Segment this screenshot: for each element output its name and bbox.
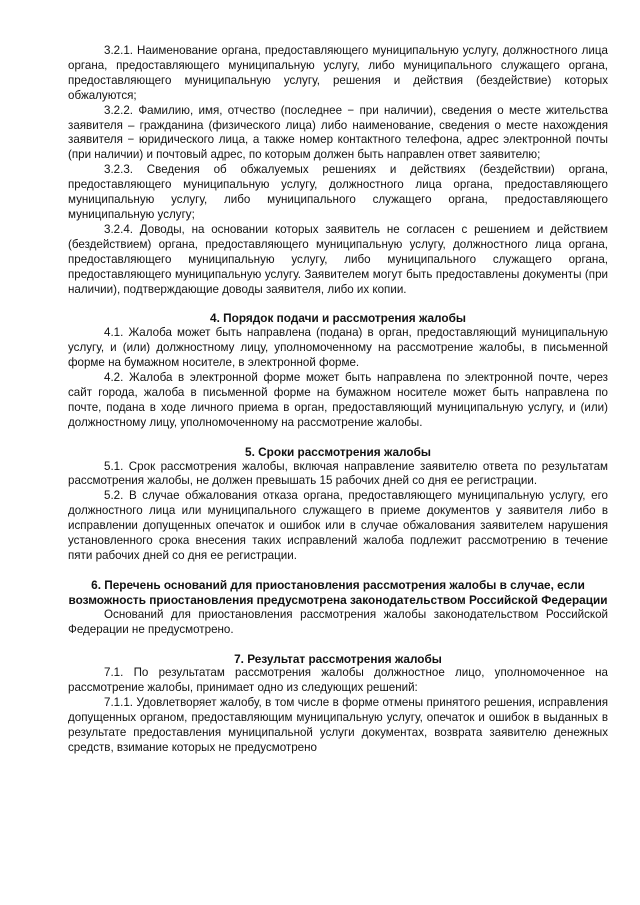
paragraph-5-2: 5.2. В случае обжалования отказа органа, предоставляющего муниципальную услугу, его должностного лица или муниципального служащего в приеме документов у заявителя либо в исправлении допущенных опечаток и ошибок или в случае обжалования заявителем нарушения установленного срока внесения таких исправлений жалоба подлежит рассмотрению в течение пяти рабочих дней со дня ее регистрации. <box>68 489 608 562</box>
spacer <box>68 431 608 445</box>
paragraph-3-2-2: 3.2.2. Фамилию, имя, отчество (последнее − при наличии), сведения о месте жительства заявителя – гражданина (физического лица) либо наименование, сведения о месте нахождения заявителя − юридического лица, а также номер контактного телефона, адрес электронной почты (при наличии) и почтовый адрес, по которым должен быть направлен ответ заявителю; <box>68 103 608 162</box>
spacer <box>68 297 608 311</box>
spacer <box>68 638 608 652</box>
paragraph-3-2-1: 3.2.1. Наименование органа, предоставляющего муниципальную услугу, должностного лица органа, предоставляющего муниципальную услугу, либо муниципального служащего органа, предоставляющего муниципальную услугу, решения и действия (бездействие) которых обжалуются; <box>68 44 608 102</box>
paragraph-4-2: 4.2. Жалоба в электронной форме может быть направлена по электронной почте, через сайт города, жалоба в письменной форме на бумажном носителе может быть направлена по почте, подана в ходе личного приема в орган, предоставляющий муниципальную услугу, и (или) должностному лицу, уполномоченному на рассмотрение жалобы. <box>68 371 608 429</box>
paragraph-4-1: 4.1. Жалоба может быть направлена (подана) в орган, предоставляющий муниципальную услугу, и (или) должностному лицу, уполномоченному на рассмотрение жалобы, в письменной форме на бумажном носителе, в электронной форме. <box>68 326 608 370</box>
paragraph-3-2-3: 3.2.3. Сведения об обжалуемых решениях и действиях (бездействии) органа, предоставляющего муниципальную услугу, должностного лица органа, предоставляющего муниципальную услугу, либо муниципального служащего органа, предоставляющего муниципальную услугу; <box>68 163 608 221</box>
paragraph-5-1: 5.1. Срок рассмотрения жалобы, включая направление заявителю ответа по результатам рассмотрения жалобы, не должен превышать 15 рабочих дней со дня ее регистрации. <box>68 459 608 488</box>
paragraph-6: Оснований для приостановления рассмотрения жалобы законодательством Российской Федерации не предусмотрено. <box>68 607 608 636</box>
paragraph-7-1-1: 7.1.1. Удовлетворяет жалобу, в том числе в форме отмены принятого решения, исправления допущенных органом, предоставляющим муниципальную услугу, опечаток и ошибок в выданных в результате предоставления муниципальной услуги документах, возврата заявителю денежных средств, взимание которых не предусмотрено <box>68 696 608 754</box>
section-5-heading: 5. Сроки рассмотрения жалобы <box>245 444 431 459</box>
section-7-heading: 7. Результат рассмотрения жалобы <box>234 651 442 666</box>
paragraph-7-1: 7.1. По результатам рассмотрения жалобы должностное лицо, уполномоченное на рассмотрение жалобы, принимает одно из следующих решений: <box>68 666 608 695</box>
section-6-heading: 6. Перечень оснований для приостановления рассмотрения жалобы в случае, если возможность приостановления предусмотрена законодательством Российской Федерации <box>68 577 608 607</box>
section-4-heading: 4. Порядок подачи и рассмотрения жалобы <box>210 311 466 326</box>
paragraph-3-2-4: 3.2.4. Доводы, на основании которых заявитель не согласен с решением и действием (бездействием) органа, предоставляющего муниципальную услугу, должностного лица органа, предоставляющего муниципальную услугу, либо муниципального служащего органа, предоставляющего муниципальную услугу. Заявителем могут быть предоставлены документы (при наличии), подтверждающие доводы заявителя, либо их копии. <box>68 222 608 296</box>
document-page <box>68 44 608 756</box>
spacer <box>68 564 608 578</box>
